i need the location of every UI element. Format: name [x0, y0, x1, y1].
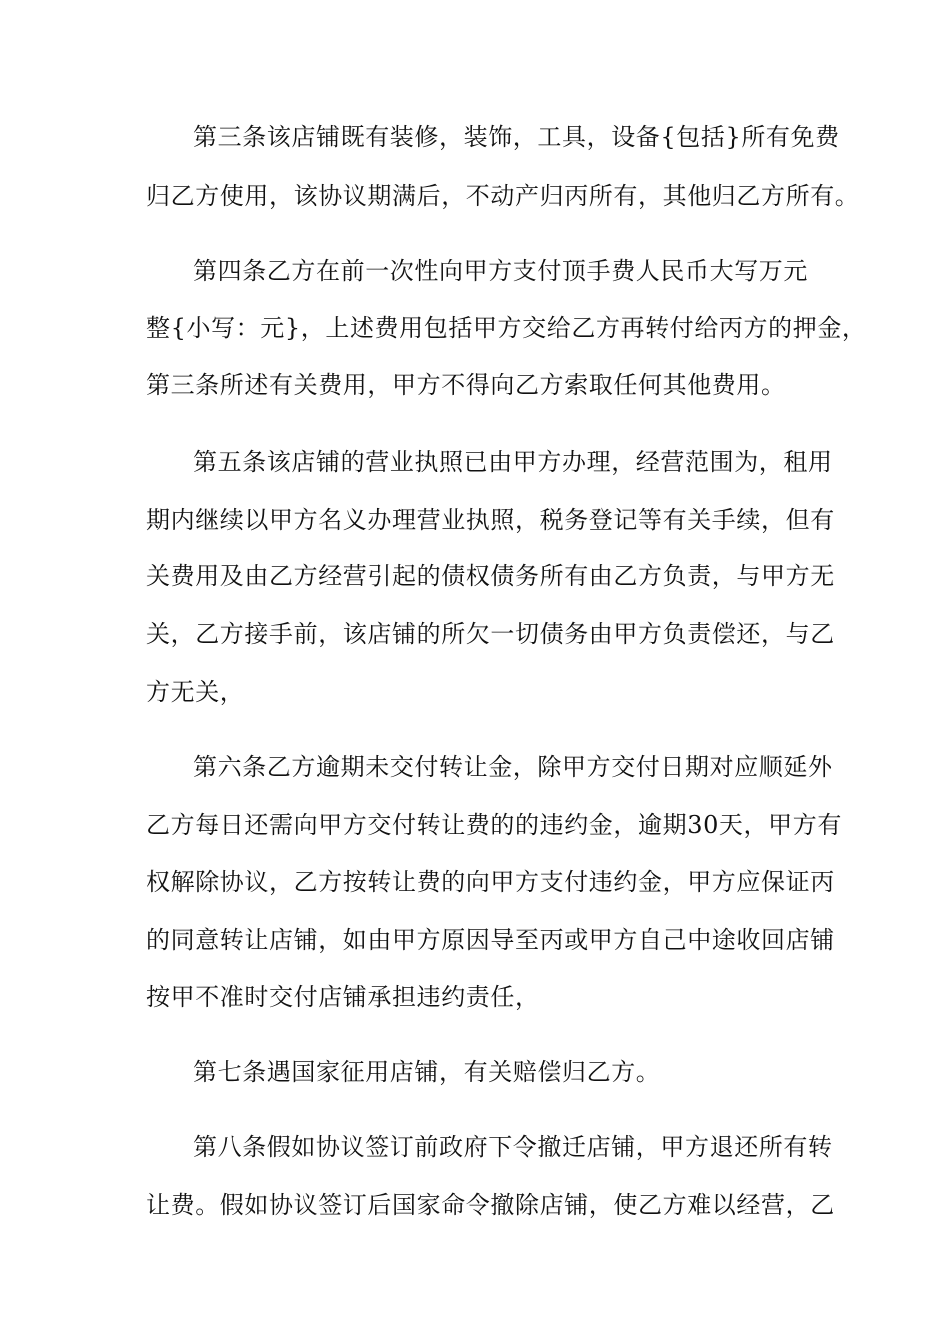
text-line: 方无关， — [146, 678, 245, 706]
text-line: 让费。假如协议签订后国家命令撤除店铺，使乙方难以经营，乙 — [146, 1191, 835, 1219]
text-line: 权解除协议，乙方按转让费的向甲方支付违约金，甲方应保证丙 — [146, 868, 835, 896]
text-line: 关费用及由乙方经营引起的债权债务所有由乙方负责，与甲方无 — [146, 562, 835, 590]
text-line: 第六条乙方逾期未交付转让金，除甲方交付日期对应顺延外 — [193, 753, 833, 781]
text-line: 第三条该店铺既有装修，装饰，工具，设备{包括}所有免费 — [193, 123, 840, 151]
text-line: 归乙方使用，该协议期满后，不动产归丙所有，其他归乙方所有。 — [146, 182, 860, 210]
text-line: 乙方每日还需向甲方交付转让费的的违约金，逾期30天，甲方有 — [146, 811, 842, 839]
text-line: 的同意转让店铺，如由甲方原因导至丙或甲方自己中途收回店铺 — [146, 926, 835, 954]
text-line: 第七条遇国家征用店铺，有关赔偿归乙方。 — [193, 1058, 661, 1086]
text-line: 第五条该店铺的营业执照已由甲方办理，经营范围为，租用 — [193, 448, 833, 476]
text-line: 按甲不准时交付店铺承担违约责任， — [146, 983, 540, 1011]
text-line: 第三条所述有关费用，甲方不得向乙方索取任何其他费用。 — [146, 371, 786, 399]
text-line: 期内继续以甲方名义办理营业执照，税务登记等有关手续，但有 — [146, 506, 835, 534]
text-line: 关，乙方接手前，该店铺的所欠一切债务由甲方负责偿还，与乙 — [146, 620, 835, 648]
text-line: 第四条乙方在前一次性向甲方支付顶手费人民币大写万元 — [193, 257, 808, 285]
text-line: 整{小写：元}，上述费用包括甲方交给乙方再转付给丙方的押金， — [146, 314, 867, 342]
text-line: 第八条假如协议签订前政府下令撤迁店铺，甲方退还所有转 — [193, 1133, 833, 1161]
